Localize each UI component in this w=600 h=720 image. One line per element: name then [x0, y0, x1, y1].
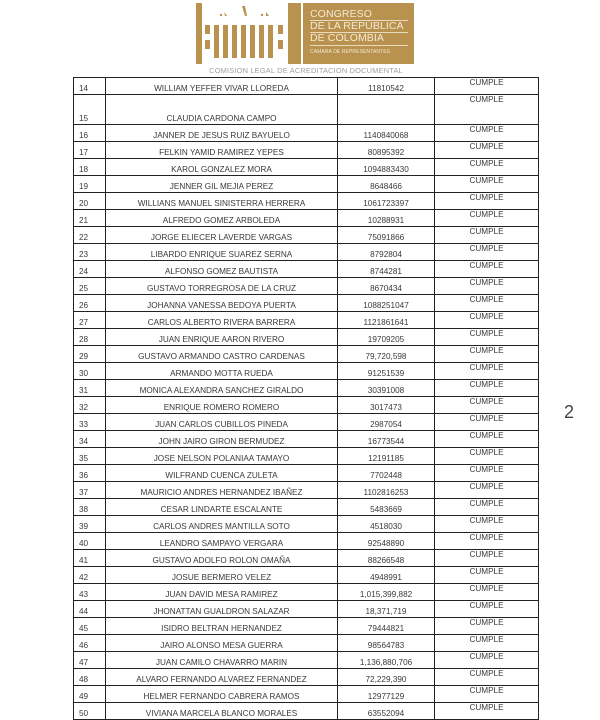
row-number: 40: [74, 533, 106, 550]
row-number: 16: [74, 125, 106, 142]
table-row: [74, 159, 539, 176]
table-row: [74, 601, 539, 618]
status-cell: CUMPLE: [435, 278, 539, 295]
table-row: [74, 550, 539, 567]
row-number: 36: [74, 465, 106, 482]
table-row: [74, 329, 539, 346]
document-number: 2987054: [338, 414, 435, 431]
person-name: GUSTAVO ARMANDO CASTRO CARDENAS: [106, 346, 338, 363]
row-number: 18: [74, 159, 106, 176]
status-cell: CUMPLE: [435, 78, 539, 95]
capitol-crest-icon: [196, 3, 301, 64]
status-cell: CUMPLE: [435, 482, 539, 499]
table-row: [74, 414, 539, 431]
person-name: JUAN ENRIQUE AARON RIVERO: [106, 329, 338, 346]
row-number: 34: [74, 431, 106, 448]
accreditation-table: [73, 77, 539, 720]
row-number: 48: [74, 669, 106, 686]
document-number: 5483669: [338, 499, 435, 516]
status-cell: CUMPLE: [435, 244, 539, 261]
document-number: 1102816253: [338, 482, 435, 499]
row-number: 32: [74, 397, 106, 414]
row-number: 25: [74, 278, 106, 295]
document-number: 4948991: [338, 567, 435, 584]
document-number: 88266548: [338, 550, 435, 567]
table-row: [74, 567, 539, 584]
status-cell: CUMPLE: [435, 329, 539, 346]
row-number: 23: [74, 244, 106, 261]
status-cell: CUMPLE: [435, 295, 539, 312]
document-number: 1140840068: [338, 125, 435, 142]
row-number: 35: [74, 448, 106, 465]
status-cell: CUMPLE: [435, 550, 539, 567]
table-row: [74, 516, 539, 533]
person-name: JUAN DAVID MESA RAMIREZ: [106, 584, 338, 601]
row-number: 27: [74, 312, 106, 329]
document-number: 4518030: [338, 516, 435, 533]
row-number: 33: [74, 414, 106, 431]
row-number: 15: [74, 95, 106, 125]
table-row: [74, 584, 539, 601]
person-name: JUAN CARLOS CUBILLOS PINEDA: [106, 414, 338, 431]
status-cell: CUMPLE: [435, 465, 539, 482]
logo-divider: [310, 45, 408, 46]
document-number: 12977129: [338, 686, 435, 703]
status-cell: CUMPLE: [435, 567, 539, 584]
status-cell: CUMPLE: [435, 193, 539, 210]
status-cell: CUMPLE: [435, 499, 539, 516]
status-cell: CUMPLE: [435, 686, 539, 703]
status-cell: CUMPLE: [435, 227, 539, 244]
document-number: 91251539: [338, 363, 435, 380]
document-number: 19709205: [338, 329, 435, 346]
row-number: 28: [74, 329, 106, 346]
row-number: 31: [74, 380, 106, 397]
status-cell: CUMPLE: [435, 533, 539, 550]
table-row: [74, 448, 539, 465]
person-name: JHONATTAN GUALDRON SALAZAR: [106, 601, 338, 618]
document-number: 10288931: [338, 210, 435, 227]
document-number: 16773544: [338, 431, 435, 448]
status-cell: CUMPLE: [435, 618, 539, 635]
person-name: JANNER DE JESUS RUIZ BAYUELO: [106, 125, 338, 142]
status-cell: CUMPLE: [435, 346, 539, 363]
table-row: [74, 176, 539, 193]
row-number: 21: [74, 210, 106, 227]
table-row: [74, 95, 539, 125]
document-number: 7702448: [338, 465, 435, 482]
logo-line-4: CAMARA DE REPRESENTANTES: [310, 49, 391, 55]
status-cell: CUMPLE: [435, 669, 539, 686]
document-number: 11810542: [338, 78, 435, 95]
document-number: 8648466: [338, 176, 435, 193]
table-row: [74, 482, 539, 499]
document-number: 30391008: [338, 380, 435, 397]
person-name: MAURICIO ANDRES HERNANDEZ IBAÑEZ: [106, 482, 338, 499]
table-row: [74, 533, 539, 550]
table-row: [74, 397, 539, 414]
person-name: WILLIAM YEFFER VIVAR LLOREDA: [106, 78, 338, 95]
person-name: CESAR LINDARTE ESCALANTE: [106, 499, 338, 516]
row-number: 22: [74, 227, 106, 244]
person-name: WILFRAND CUENCA ZULETA: [106, 465, 338, 482]
document-number: 8744281: [338, 261, 435, 278]
document-number: 12191185: [338, 448, 435, 465]
person-name: ALVARO FERNANDO ALVAREZ FERNANDEZ: [106, 669, 338, 686]
person-name: JOSE NELSON POLANIAA TAMAYO: [106, 448, 338, 465]
person-name: JORGE ELIECER LAVERDE VARGAS: [106, 227, 338, 244]
status-cell: CUMPLE: [435, 584, 539, 601]
table-row: [74, 244, 539, 261]
table-row: [74, 125, 539, 142]
person-name: GUSTAVO ADOLFO ROLON OMAÑA: [106, 550, 338, 567]
table-row: [74, 278, 539, 295]
document-number: 1,136,880,706: [338, 652, 435, 669]
status-cell: CUMPLE: [435, 142, 539, 159]
document-number: 79,720,598: [338, 346, 435, 363]
logo-plate: [303, 3, 414, 64]
logo-line-2: DE LA REPÚBLICA: [310, 20, 404, 32]
document-number: 79444821: [338, 618, 435, 635]
table-row: [74, 312, 539, 329]
status-cell: CUMPLE: [435, 95, 539, 125]
row-number: 26: [74, 295, 106, 312]
table-row: [74, 618, 539, 635]
person-name: JENNER GIL MEJIA PEREZ: [106, 176, 338, 193]
status-cell: CUMPLE: [435, 363, 539, 380]
table-row: [74, 669, 539, 686]
logo-line-1: CONGRESO: [310, 8, 373, 20]
row-number: 14: [74, 78, 106, 95]
table-row: [74, 465, 539, 482]
person-name: WILLIANS MANUEL SINISTERRA HERRERA: [106, 193, 338, 210]
document-number: 1121861641: [338, 312, 435, 329]
document-number: 18,371,719: [338, 601, 435, 618]
page-number: 2: [564, 402, 575, 422]
document-number: 80895392: [338, 142, 435, 159]
person-name: KAROL GONZALEZ MORA: [106, 159, 338, 176]
row-number: 41: [74, 550, 106, 567]
table-row: [74, 193, 539, 210]
row-number: 44: [74, 601, 106, 618]
table-row: [74, 227, 539, 244]
person-name: ISIDRO BELTRAN HERNANDEZ: [106, 618, 338, 635]
person-name: CARLOS ANDRES MANTILLA SOTO: [106, 516, 338, 533]
person-name: CARLOS ALBERTO RIVERA BARRERA: [106, 312, 338, 329]
table-row: [74, 363, 539, 380]
status-cell: CUMPLE: [435, 380, 539, 397]
row-number: 19: [74, 176, 106, 193]
person-name: ENRIQUE ROMERO ROMERO: [106, 397, 338, 414]
row-number: 50: [74, 703, 106, 720]
person-name: FELKIN YAMID RAMIREZ YEPES: [106, 142, 338, 159]
row-number: 17: [74, 142, 106, 159]
document-number: 8670434: [338, 278, 435, 295]
status-cell: CUMPLE: [435, 448, 539, 465]
row-number: 37: [74, 482, 106, 499]
document-number: 63552094: [338, 703, 435, 720]
status-cell: CUMPLE: [435, 312, 539, 329]
person-name: JOHN JAIRO GIRON BERMUDEZ: [106, 431, 338, 448]
table-row: [74, 431, 539, 448]
person-name: CLAUDIA CARDONA CAMPO: [106, 95, 338, 125]
document-number: 92548890: [338, 533, 435, 550]
person-name: ALFONSO GOMEZ BAUTISTA: [106, 261, 338, 278]
document-number: 72,229,390: [338, 669, 435, 686]
document-number: 1094883430: [338, 159, 435, 176]
row-number: 39: [74, 516, 106, 533]
person-name: JUAN CAMILO CHAVARRO MARIN: [106, 652, 338, 669]
person-name: GUSTAVO TORREGROSA DE LA CRUZ: [106, 278, 338, 295]
status-cell: CUMPLE: [435, 397, 539, 414]
table-row: [74, 499, 539, 516]
person-name: ARMANDO MOTTA RUEDA: [106, 363, 338, 380]
status-cell: CUMPLE: [435, 125, 539, 142]
row-number: 20: [74, 193, 106, 210]
document-number: [338, 95, 435, 125]
row-number: 42: [74, 567, 106, 584]
person-name: JAIRO ALONSO MESA GUERRA: [106, 635, 338, 652]
row-number: 45: [74, 618, 106, 635]
row-number: 29: [74, 346, 106, 363]
document-number: 3017473: [338, 397, 435, 414]
table-row: [74, 261, 539, 278]
document-number: 8792804: [338, 244, 435, 261]
table-row: [74, 635, 539, 652]
table-row: [74, 295, 539, 312]
congress-logo: [196, 3, 414, 64]
table-row: [74, 346, 539, 363]
status-cell: CUMPLE: [435, 635, 539, 652]
row-number: 43: [74, 584, 106, 601]
table-row: [74, 652, 539, 669]
person-name: LEANDRO SAMPAYO VERGARA: [106, 533, 338, 550]
document-number: 75091866: [338, 227, 435, 244]
row-number: 38: [74, 499, 106, 516]
row-number: 24: [74, 261, 106, 278]
person-name: LIBARDO ENRIQUE SUAREZ SERNA: [106, 244, 338, 261]
status-cell: CUMPLE: [435, 601, 539, 618]
table-row: [74, 210, 539, 227]
person-name: JOSUE BERMERO VELEZ: [106, 567, 338, 584]
person-name: ALFREDO GOMEZ ARBOLEDA: [106, 210, 338, 227]
status-cell: CUMPLE: [435, 159, 539, 176]
person-name: JOHANNA VANESSA BEDOYA PUERTA: [106, 295, 338, 312]
status-cell: CUMPLE: [435, 210, 539, 227]
document-number: 98564783: [338, 635, 435, 652]
document-number: 1088251047: [338, 295, 435, 312]
row-number: 30: [74, 363, 106, 380]
status-cell: CUMPLE: [435, 414, 539, 431]
status-cell: CUMPLE: [435, 261, 539, 278]
status-cell: CUMPLE: [435, 652, 539, 669]
person-name: HELMER FERNANDO CABRERA RAMOS: [106, 686, 338, 703]
document-number: 1,015,399,882: [338, 584, 435, 601]
status-cell: CUMPLE: [435, 516, 539, 533]
logo-line-3: DE COLOMBIA: [310, 32, 385, 44]
table-row: [74, 142, 539, 159]
status-cell: CUMPLE: [435, 431, 539, 448]
row-number: 47: [74, 652, 106, 669]
status-cell: CUMPLE: [435, 703, 539, 720]
table-row: [74, 380, 539, 397]
person-name: MONICA ALEXANDRA SANCHEZ GIRALDO: [106, 380, 338, 397]
table-row: [74, 703, 539, 720]
row-number: 49: [74, 686, 106, 703]
commission-subtitle: COMISION LEGAL DE ACREDITACION DOCUMENTAL: [209, 66, 403, 75]
status-cell: CUMPLE: [435, 176, 539, 193]
document-number: 1061723397: [338, 193, 435, 210]
person-name: VIVIANA MARCELA BLANCO MORALES: [106, 703, 338, 720]
table-row: [74, 78, 539, 95]
row-number: 46: [74, 635, 106, 652]
